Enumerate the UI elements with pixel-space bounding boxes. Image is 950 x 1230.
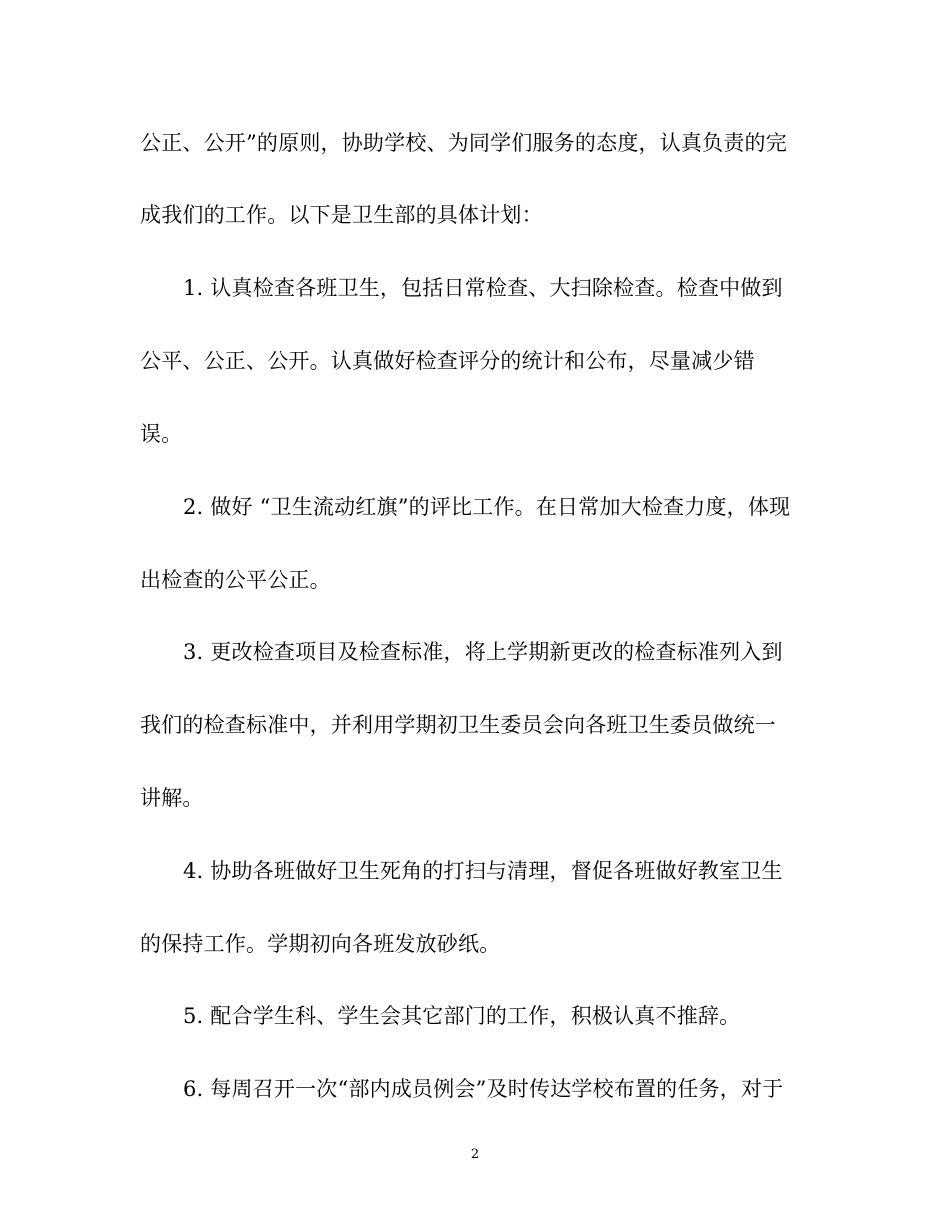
text-line: 成我们的工作。以下是卫生部的具体计划： [140, 203, 543, 227]
text-line: 我们的检查标准中，并利用学期初卫生委员会向各班卫生委员做统一 [140, 713, 776, 737]
text-line: 公平、公正、公开。认真做好检查评分的统计和公布，尽量减少错 [140, 349, 755, 373]
list-item-6: 6. 每周召开一次“部内成员例会”及时传达学校布置的任务，对于 [183, 1077, 784, 1101]
text-line: 出检查的公平公正。 [140, 568, 331, 592]
text-line: 公正、公开”的原则，协助学校、为同学们服务的态度，认真负责的完 [140, 131, 787, 155]
text-line: 讲解。 [140, 786, 204, 810]
list-item-1: 1. 认真检查各班卫生，包括日常检查、大扫除检查。检查中做到 [183, 276, 783, 300]
page-number: 2 [470, 1147, 480, 1162]
list-item-3: 3. 更改检查项目及检查标准，将上学期新更改的检查标准列入到 [183, 640, 783, 664]
text-line: 的保持工作。学期初向各班发放砂纸。 [140, 932, 501, 956]
list-item-4: 4. 协助各班做好卫生死角的打扫与清理，督促各班做好教室卫生 [183, 859, 783, 883]
text-line: 误。 [140, 422, 183, 446]
list-item-2: 2. 做好 “卫生流动红旗”的评比工作。在日常加大检查力度，体现 [183, 495, 791, 519]
list-item-5: 5. 配合学生科、学生会其它部门的工作，积极认真不推辞。 [183, 1004, 741, 1028]
